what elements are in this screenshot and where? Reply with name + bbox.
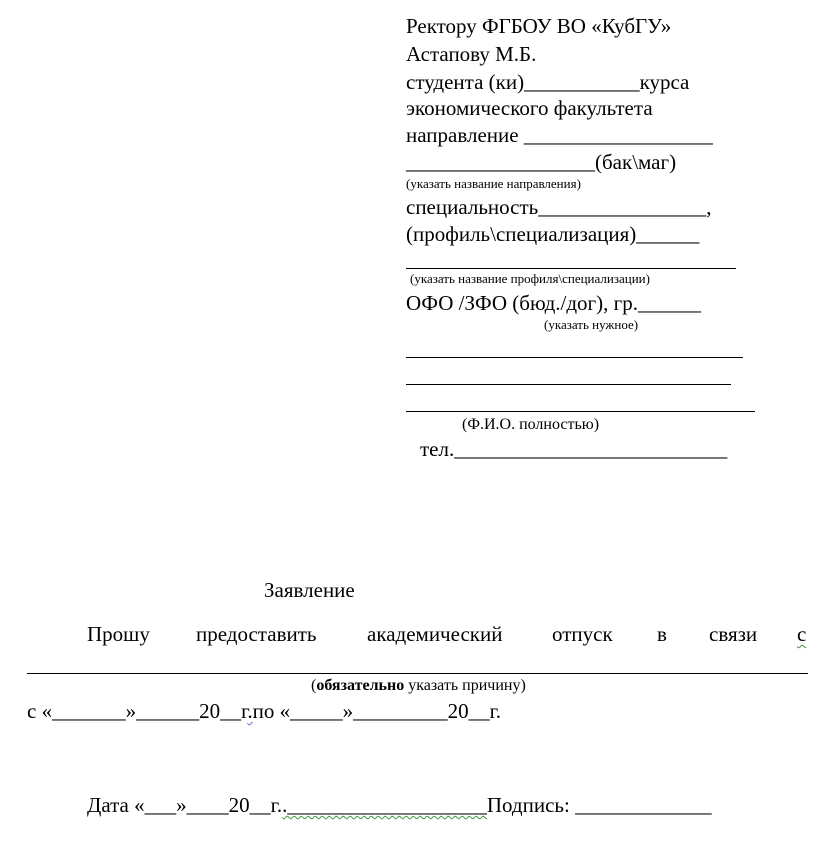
fio-hint: (Ф.И.О. полностью) (462, 416, 600, 433)
request-word-5: в (657, 622, 667, 646)
degree-field: __________________(бак\маг) (406, 150, 677, 174)
request-word-2: предоставить (196, 622, 317, 646)
signature-field: Подпись: _____________ (486, 793, 712, 817)
date-field: Дата «___»____20__г. (87, 793, 283, 817)
request-word-3: академический (367, 622, 503, 646)
direction-field: направление __________________ (406, 123, 713, 147)
request-word-1: Прошу (87, 622, 150, 646)
specialty-field: специальность________________, (406, 195, 712, 219)
reason-hint-rest: указать причину) (404, 677, 526, 694)
fio-line-2 (406, 384, 731, 385)
fio-line-1 (406, 357, 743, 358)
addressee-rector: Ректору ФГБОУ ВО «КубГУ» (406, 14, 672, 38)
document-title: Заявление (264, 578, 355, 602)
profile-hint: (указать название профиля\специализации) (410, 271, 650, 286)
reason-line (27, 673, 808, 674)
reason-hint (311, 678, 526, 694)
date-signature-line (87, 795, 712, 816)
period-end: по «_____»_________20__г. (252, 699, 502, 723)
profile-blank-line (406, 268, 736, 269)
needed-hint: (указать нужное) (544, 317, 639, 332)
phone-field: тел.__________________________ (420, 437, 728, 461)
faculty-line: экономического факультета (406, 96, 653, 120)
addressee-name: Астапову М.Б. (406, 42, 537, 66)
direction-hint: (указать название направления) (406, 176, 581, 191)
period-start: с «_______»______20__г (27, 699, 248, 723)
request-word-7: с (797, 622, 807, 646)
reason-hint-bold: обязательно (316, 677, 405, 694)
student-course-field: студента (ки)___________курса (406, 70, 690, 94)
profile-field: (профиль\специализация)______ (406, 222, 700, 246)
reason-hint-open: ( (311, 677, 317, 694)
fio-line-3 (406, 411, 755, 412)
period-dot: . (247, 699, 253, 723)
date-dot-blank: .___________________ (282, 793, 487, 817)
study-form-group-field: ОФО /ЗФО (бюд./дог), гр.______ (406, 291, 702, 315)
period-line (27, 701, 501, 722)
request-word-6: связи (709, 622, 758, 646)
request-word-4: отпуск (552, 622, 613, 646)
